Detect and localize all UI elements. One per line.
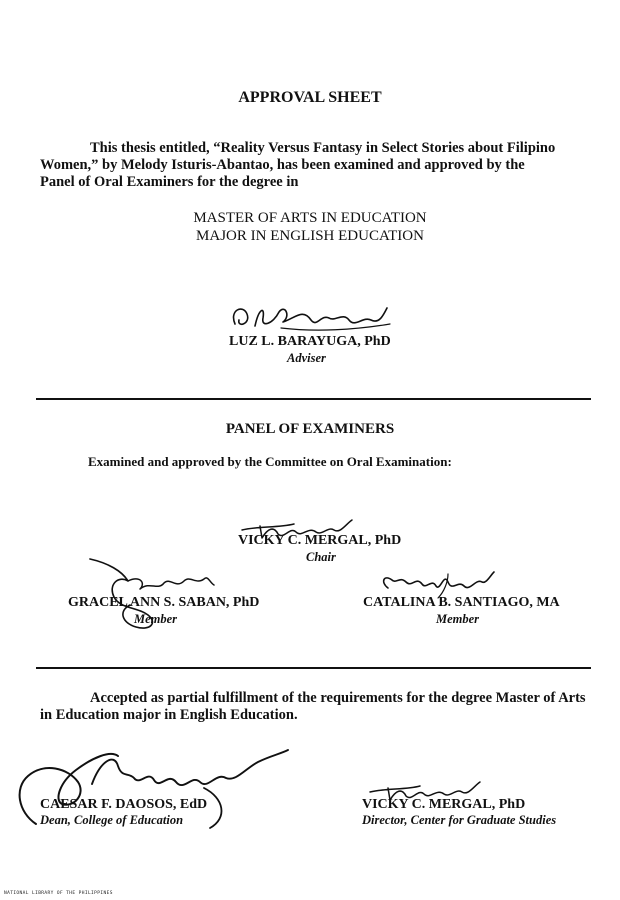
intro-line-1: This thesis entitled, “Reality Versus Fantasy in Select Stories about Filipino xyxy=(90,140,556,156)
intro-line-2: Women,” by Melody Isturis-Abantao, has been examined and approved by the xyxy=(40,157,525,173)
dean-role: Dean, College of Education xyxy=(40,813,184,827)
section-divider-1 xyxy=(36,398,591,400)
intro-line-3: Panel of Oral Examiners for the degree in xyxy=(40,174,299,190)
director-role: Director, Center for Graduate Studies xyxy=(362,813,557,827)
adviser-name: LUZ L. BARAYUGA, PhD xyxy=(229,334,391,349)
acceptance-line-1: Accepted as partial fulfillment of the requirements for the degree Master of Arts xyxy=(90,690,586,706)
degree-line-1: MASTER OF ARTS IN EDUCATION xyxy=(193,210,427,226)
degree-line-2: MAJOR IN ENGLISH EDUCATION xyxy=(196,228,424,244)
member2-name: CATALINA B. SANTIAGO, MA xyxy=(363,595,560,610)
member1-role: Member xyxy=(134,612,178,626)
member2-role: Member xyxy=(436,612,480,626)
panel-statement: Examined and approved by the Committee on Oral Examination: xyxy=(88,454,452,469)
adviser-role: Adviser xyxy=(287,351,326,365)
chair-name: VICKY C. MERGAL, PhD xyxy=(238,533,402,548)
footer-text: NATIONAL LIBRARY OF THE PHILIPPINES xyxy=(4,891,113,896)
director-name: VICKY C. MERGAL, PhD xyxy=(362,797,526,812)
adviser-signature xyxy=(225,298,395,338)
member1-name: GRACEL ANN S. SABAN, PhD xyxy=(68,595,260,610)
section-divider-2 xyxy=(36,667,591,669)
chair-role: Chair xyxy=(306,550,336,564)
dean-name: CAESAR F. DAOSOS, EdD xyxy=(40,797,208,812)
panel-heading: PANEL OF EXAMINERS xyxy=(225,421,395,437)
acceptance-line-2: in Education major in English Education. xyxy=(40,707,298,723)
page-title: APPROVAL SHEET xyxy=(238,89,382,106)
